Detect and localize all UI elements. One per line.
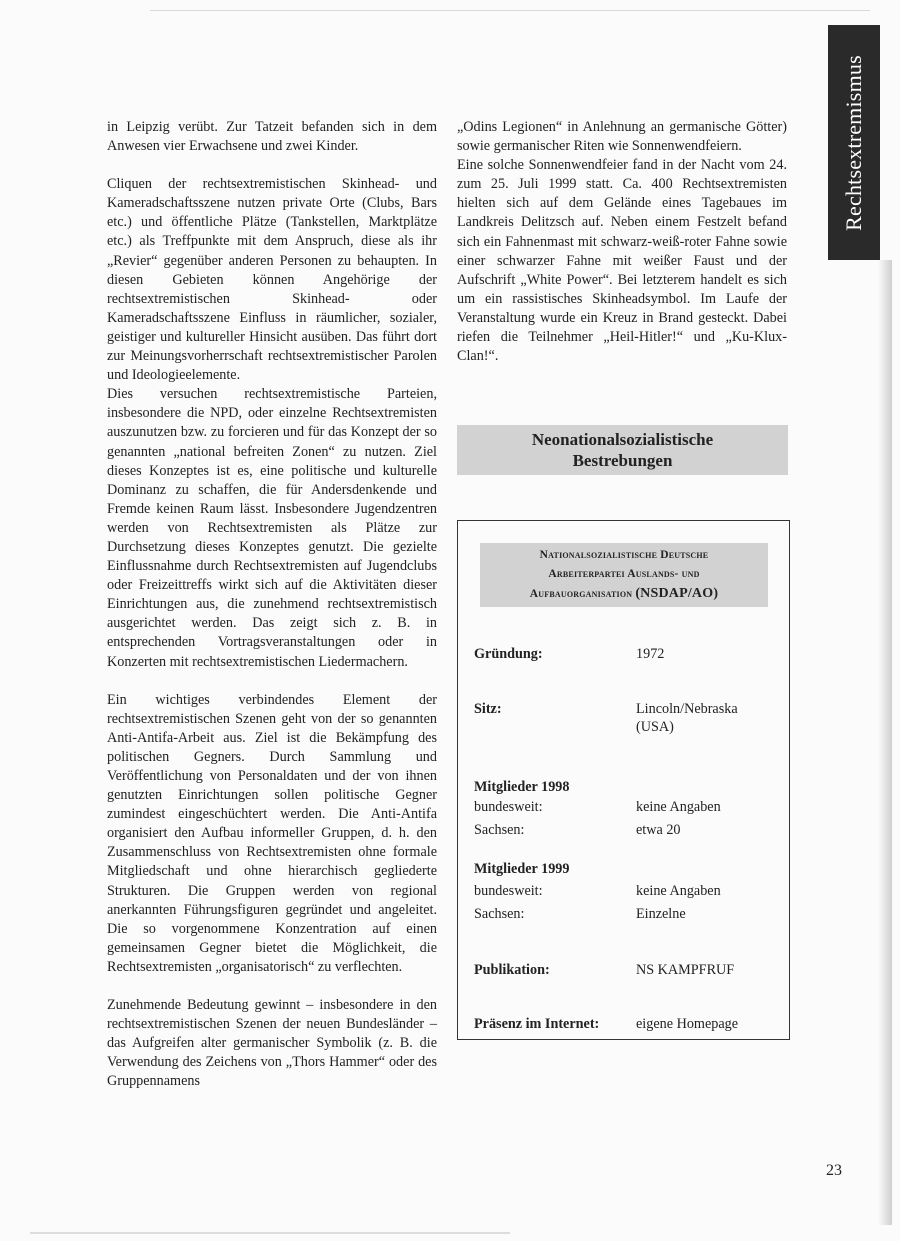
org-name-line3: Aufbauorganisation [529,588,633,600]
top-rule [150,10,870,11]
seat-value-line1: Lincoln/Nebraska [636,701,738,717]
members-1999-federal-value: keine Angaben [636,883,721,899]
internet-label: Präsenz im Internet: [474,1016,600,1032]
org-abbreviation: (NSDAP/AO) [635,586,719,601]
internet-value: eigene Homepage [636,1016,739,1032]
paragraph: Dies versuchen rechtsextremistische Parteien, insbesondere die NPD, oder einzelne Rechtsextremisten auszunutzen bzw. zu forcieren und für das Konzept der so genannten „national befreiten Zonen“ zu nutzen. Ziel dieses Konzeptes ist es, eine politische und kulturelle Dominanz zu schaffen, die für Andersdenkende und Fremde keinen Raum lässt. Insbesondere Jugendzentren werden von Rechtsextremisten als Plätze zur Durchsetzung dieses Konzeptes genutzt. Die gezielte Einflussnahme durch Rechtsextremisten auf Jugendclubs oder Freizeittreffs wirkt sich auf die Aktivitäten dieser Einrichtungen aus, die zunehmend rechtsextremistisch ausgerichtet werden. Das zeigt sich z. B. in entsprechenden Vortragsveranstaltungen oder in Konzerten mit rechtsextremistischen Liedermachern. [107,386,437,670]
org-name-line1: Nationalsozialistische Deutsche [539,549,709,561]
paragraph: Ein wichtiges verbindendes Element der rechtsextremistischen Szenen geht von der so genannten Anti-Antifa-Arbeit aus. Ziel ist die Bekämpfung des politischen Gegners. Durch Sammlung und Veröffentlichung von Personaldaten und der von ihnen genutzten Einrichtungen sollen politische Gegner zumindest eingeschüchtert werden. Die Anti-Antifa organisiert den Aufbau informeller Gruppen, d. h. den Zusammenschluss von Rechtsextremisten ohne formale Mitgliedschaft und ohne hierarchisch gegliederte Strukturen. Die Gruppen werden von regional anerkannten Führungsfiguren gegründet und angeleitet. Die so vorgenommene Konzentration auf einen gemeinsamen Gegner bietet die Möglichkeit, die Rechtsextremisten „organisatorisch“ zu verflechten. [107,691,437,975]
page-edge-shadow [878,260,892,1225]
federal-label: bundesweit: [474,799,543,815]
members-1998-label: Mitglieder 1998 [474,779,570,795]
members-1998-saxony-value: etwa 20 [636,822,681,838]
organization-infobox [457,520,790,1040]
paragraph: Eine solche Sonnenwendfeier fand in der Nacht vom 24. zum 25. Juli 1999 statt. Ca. 400 Rechtsextremisten hielten sich auf dem Gelände eines Tagebaues im Landkreis Delitzsch auf. Neben einem Festzelt befand sich ein Fahnenmast mit schwarz-weiß-roter Fahne sowie einer schwarzer Fahne mit weißer Faust und der Aufschrift „White Power“. Bei letzterem handelt es sich um ein rassistisches Skinheadsymbol. Im Laufe der Veranstaltung wurde ein Kreuz in Brand gesteckt. Dabei riefen die Teilnehmer „Heil-Hitler!“ und „Ku-Klux-Clan!“. [457,157,787,365]
organization-name-box [480,543,768,607]
saxony-label: Sachsen: [474,906,525,922]
members-1998-federal-value: keine Angaben [636,799,721,815]
publication-value: NS KAMPFRUF [636,962,735,978]
members-1999-saxony-value: Einzelne [636,906,686,922]
members-1999-label: Mitglieder 1999 [474,861,570,877]
paragraph: Zunehmende Bedeutung gewinnt – insbesondere in den rechtsextremistischen Szenen der neuen Bundesländer – das Aufgreifen alter germanischer Symbolik (z. B. die Verwendung des Zeichens von „Thors Hammer“ oder des Gruppennamens [107,997,437,1090]
paragraph: Cliquen der rechtsextremistischen Skinhead- und Kameradschaftsszene nutzen private Orte (Clubs, Bars etc.) und öffentliche Plätze (Tankstellen, Marktplätze etc.) als Treffpunkte mit dem Anspruch, diese als ihr „Revier“ gegenüber anderen Personen zu behaupten. In diesen Gebieten können Angehörige der rechtsextremistischen Skinhead- oder Kameradschaftsszene Einfluss in räumlicher, sozialer, geistiger und kultureller Hinsicht ausüben. Das führt dort zur Meinungsvorherrschaft rechtsextremistischer Parolen und Ideologieelemente. [107,176,437,384]
paragraph: „Odins Legionen“ in Anlehnung an germanische Götter) sowie germanischer Riten wie Sonnenwendfeiern. [457,119,787,155]
federal-label: bundesweit: [474,883,543,899]
founding-value: 1972 [636,646,665,662]
left-text-column [107,118,437,1092]
seat-value-line2: (USA) [636,719,674,735]
bottom-rule [30,1232,510,1234]
founding-label: Gründung: [474,646,543,662]
right-text-column [457,118,787,366]
paragraph: in Leipzig verübt. Zur Tatzeit befanden sich in dem Anwesen vier Erwachsene und zwei Kinder. [107,119,437,155]
section-heading-line1: Neonationalsozialistische [531,430,714,449]
section-side-tab [828,25,880,260]
seat-label: Sitz: [474,701,502,717]
publication-label: Publikation: [474,962,550,978]
page-number: 23 [826,1162,842,1179]
section-heading [457,425,788,475]
saxony-label: Sachsen: [474,822,525,838]
section-heading-line2: Bestrebungen [572,451,673,470]
org-name-line2: Arbeiterpartei Auslands- und [548,568,700,580]
side-tab-label: Rechtsextremismus [841,54,866,231]
